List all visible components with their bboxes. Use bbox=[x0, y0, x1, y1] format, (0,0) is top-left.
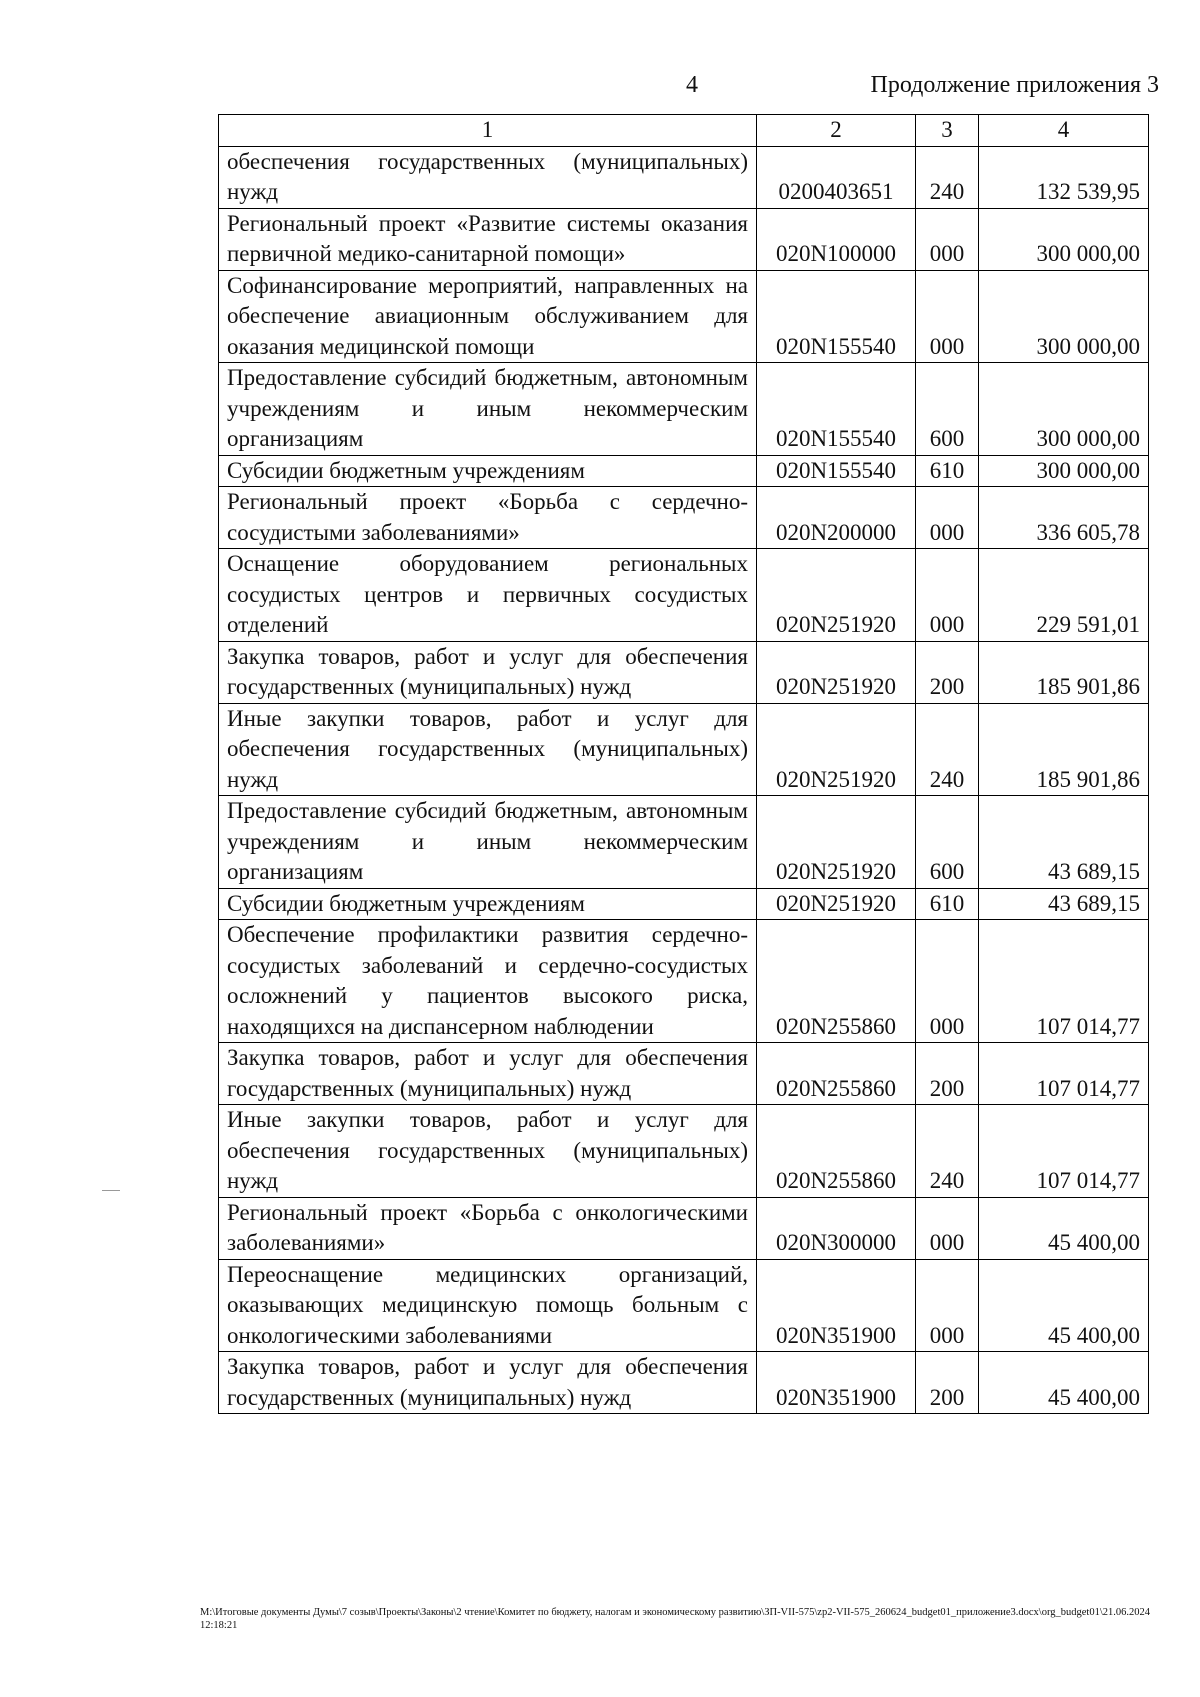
column-header-3: 3 bbox=[916, 115, 979, 147]
column-number-row bbox=[219, 115, 1149, 147]
row-amount: 300 000,00 bbox=[979, 455, 1149, 487]
row-description: Субсидии бюджетным учреждениям bbox=[219, 455, 757, 487]
row-target-code: 020N255860 bbox=[757, 1043, 916, 1105]
table-row bbox=[219, 1259, 1149, 1352]
row-description: Закупка товаров, работ и услуг для обеспечения государственных (муниципальных) нужд bbox=[219, 1043, 757, 1105]
row-target-code: 020N251920 bbox=[757, 703, 916, 796]
row-amount: 336 605,78 bbox=[979, 487, 1149, 549]
row-target-code: 020N155540 bbox=[757, 363, 916, 456]
row-target-code: 020N255860 bbox=[757, 920, 916, 1043]
row-amount: 45 400,00 bbox=[979, 1197, 1149, 1259]
row-target-code: 020N251920 bbox=[757, 641, 916, 703]
table-row bbox=[219, 363, 1149, 456]
row-expense-type: 000 bbox=[916, 920, 979, 1043]
row-expense-type: 000 bbox=[916, 487, 979, 549]
table-row bbox=[219, 270, 1149, 363]
row-expense-type: 240 bbox=[916, 146, 979, 208]
row-expense-type: 000 bbox=[916, 549, 979, 642]
table-row bbox=[219, 641, 1149, 703]
table-row bbox=[219, 1043, 1149, 1105]
footer-file-path: M:\Итоговые документы Думы\7 созыв\Проекты\Законы\2 чтение\Комитет по бюджету, налогам и экономическому развитию\ЗП-VII-575\zp2-VII-575_260624_budget01_приложение3.docx\org_budget01\21.06.2024 12:18:21 bbox=[200, 1607, 1151, 1631]
table-row bbox=[219, 1197, 1149, 1259]
table-row bbox=[219, 1105, 1149, 1198]
row-description: Субсидии бюджетным учреждениям bbox=[219, 888, 757, 920]
row-target-code: 0200403651 bbox=[757, 146, 916, 208]
row-amount: 185 901,86 bbox=[979, 641, 1149, 703]
row-target-code: 020N251920 bbox=[757, 888, 916, 920]
table-row bbox=[219, 796, 1149, 889]
row-amount: 300 000,00 bbox=[979, 270, 1149, 363]
table-row bbox=[219, 549, 1149, 642]
table-row bbox=[219, 920, 1149, 1043]
row-amount: 185 901,86 bbox=[979, 703, 1149, 796]
row-description: Региональный проект «Борьба с онкологическими заболеваниями» bbox=[219, 1197, 757, 1259]
row-target-code: 020N351900 bbox=[757, 1352, 916, 1414]
row-amount: 43 689,15 bbox=[979, 888, 1149, 920]
table-row bbox=[219, 888, 1149, 920]
row-expense-type: 600 bbox=[916, 363, 979, 456]
row-amount: 300 000,00 bbox=[979, 208, 1149, 270]
row-amount: 107 014,77 bbox=[979, 920, 1149, 1043]
table-body bbox=[219, 146, 1149, 1414]
row-expense-type: 200 bbox=[916, 1043, 979, 1105]
row-description: Обеспечение профилактики развития сердечно-сосудистых заболеваний и сердечно-сосудистых осложнений у пациентов высокого риска, находящихся на диспансерном наблюдении bbox=[219, 920, 757, 1043]
row-expense-type: 200 bbox=[916, 1352, 979, 1414]
row-target-code: 020N155540 bbox=[757, 455, 916, 487]
table-row bbox=[219, 208, 1149, 270]
row-target-code: 020N200000 bbox=[757, 487, 916, 549]
budget-table bbox=[218, 114, 1149, 1414]
row-amount: 45 400,00 bbox=[979, 1352, 1149, 1414]
row-expense-type: 240 bbox=[916, 1105, 979, 1198]
row-description: Иные закупки товаров, работ и услуг для обеспечения государственных (муниципальных) нужд bbox=[219, 703, 757, 796]
row-target-code: 020N155540 bbox=[757, 270, 916, 363]
row-expense-type: 610 bbox=[916, 455, 979, 487]
continuation-title: Продолжение приложения 3 bbox=[870, 72, 1159, 98]
row-description: Софинансирование мероприятий, направленных на обеспечение авиационным обслуживанием для оказания медицинской помощи bbox=[219, 270, 757, 363]
column-header-1: 1 bbox=[219, 115, 757, 147]
row-description: Переоснащение медицинских организаций, оказывающих медицинскую помощь больным с онкологическими заболеваниями bbox=[219, 1259, 757, 1352]
row-target-code: 020N255860 bbox=[757, 1105, 916, 1198]
row-description: Иные закупки товаров, работ и услуг для обеспечения государственных (муниципальных) нужд bbox=[219, 1105, 757, 1198]
table-row bbox=[219, 455, 1149, 487]
column-header-2: 2 bbox=[757, 115, 916, 147]
row-amount: 300 000,00 bbox=[979, 363, 1149, 456]
row-description: обеспечения государственных (муниципальных) нужд bbox=[219, 146, 757, 208]
row-description: Закупка товаров, работ и услуг для обеспечения государственных (муниципальных) нужд bbox=[219, 641, 757, 703]
row-expense-type: 610 bbox=[916, 888, 979, 920]
row-amount: 132 539,95 bbox=[979, 146, 1149, 208]
page-number: 4 bbox=[686, 72, 698, 98]
row-expense-type: 000 bbox=[916, 1259, 979, 1352]
row-amount: 43 689,15 bbox=[979, 796, 1149, 889]
row-description: Закупка товаров, работ и услуг для обеспечения государственных (муниципальных) нужд bbox=[219, 1352, 757, 1414]
table-row bbox=[219, 703, 1149, 796]
row-expense-type: 600 bbox=[916, 796, 979, 889]
row-target-code: 020N251920 bbox=[757, 796, 916, 889]
table-row bbox=[219, 1352, 1149, 1414]
row-target-code: 020N100000 bbox=[757, 208, 916, 270]
row-amount: 229 591,01 bbox=[979, 549, 1149, 642]
table-row bbox=[219, 146, 1149, 208]
row-amount: 107 014,77 bbox=[979, 1043, 1149, 1105]
row-target-code: 020N300000 bbox=[757, 1197, 916, 1259]
row-expense-type: 240 bbox=[916, 703, 979, 796]
row-expense-type: 000 bbox=[916, 1197, 979, 1259]
row-description: Региональный проект «Борьба с сердечно-сосудистыми заболеваниями» bbox=[219, 487, 757, 549]
row-target-code: 020N251920 bbox=[757, 549, 916, 642]
row-expense-type: 000 bbox=[916, 270, 979, 363]
row-description: Предоставление субсидий бюджетным, автономным учреждениям и иным некоммерческим организациям bbox=[219, 796, 757, 889]
row-description: Оснащение оборудованием региональных сосудистых центров и первичных сосудистых отделений bbox=[219, 549, 757, 642]
table-row bbox=[219, 487, 1149, 549]
row-amount: 45 400,00 bbox=[979, 1259, 1149, 1352]
row-target-code: 020N351900 bbox=[757, 1259, 916, 1352]
row-description: Региональный проект «Развитие системы оказания первичной медико-санитарной помощи» bbox=[219, 208, 757, 270]
row-amount: 107 014,77 bbox=[979, 1105, 1149, 1198]
column-header-4: 4 bbox=[979, 115, 1149, 147]
row-description: Предоставление субсидий бюджетным, автономным учреждениям и иным некоммерческим организациям bbox=[219, 363, 757, 456]
row-expense-type: 200 bbox=[916, 641, 979, 703]
margin-mark bbox=[102, 1190, 120, 1191]
row-expense-type: 000 bbox=[916, 208, 979, 270]
